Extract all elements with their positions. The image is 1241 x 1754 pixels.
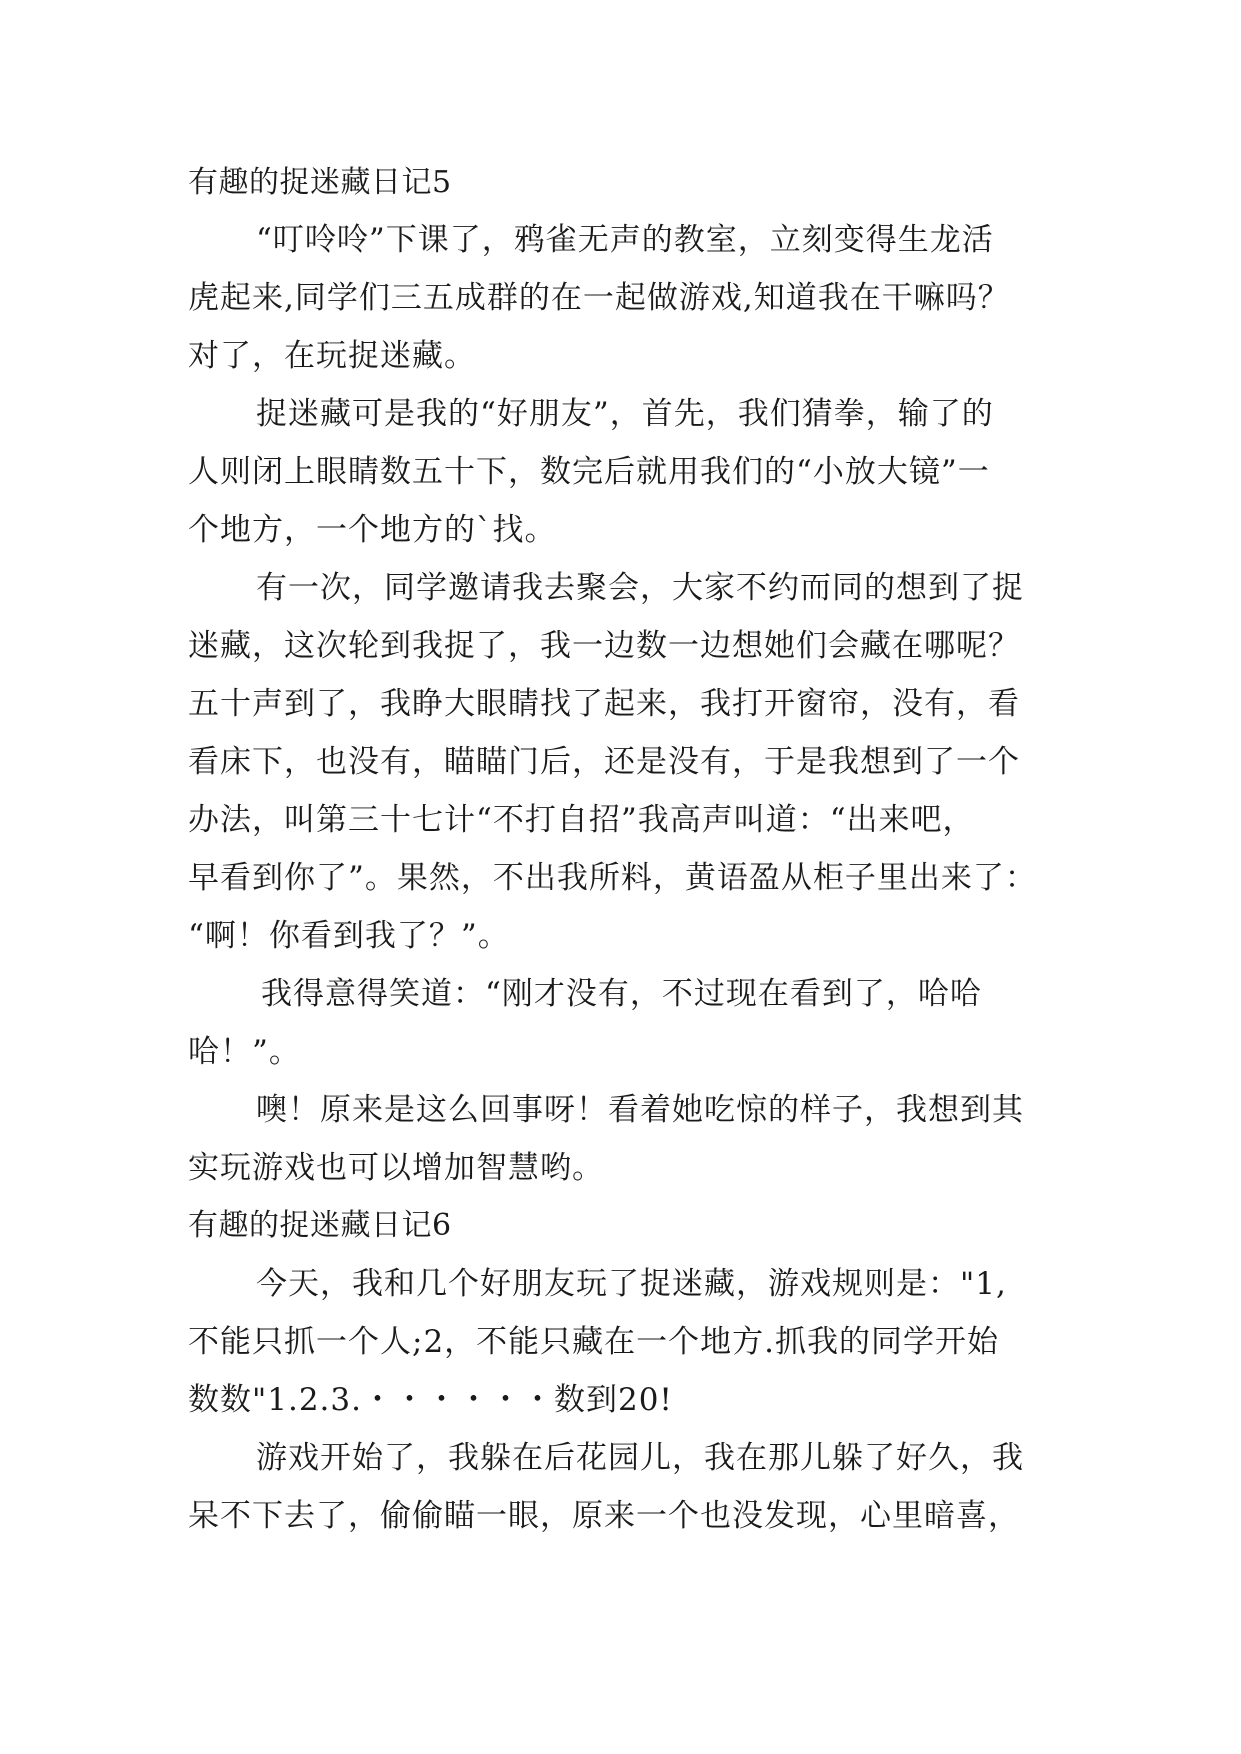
paragraph-line: 呆不下去了，偷偷瞄一眼，原来一个也没发现，心里暗喜， [188, 1498, 1020, 1534]
paragraph-line: 实玩游戏也可以增加智慧哟。 [188, 1150, 604, 1186]
paragraph-line: 虎起来,同学们三五成群的在一起做游戏,知道我在干嘛吗？ [188, 280, 1010, 316]
paragraph-line: 数数"1.2.3.・・・・・・数到20! [188, 1382, 673, 1418]
paragraph-line: 个地方，一个地方的`找。 [188, 512, 557, 548]
paragraph-line: 五十声到了，我睁大眼睛找了起来，我打开窗帘，没有，看 [188, 686, 1020, 722]
paragraph-line: 我得意得笑道：“刚才没有，不过现在看到了，哈哈 [261, 976, 982, 1012]
paragraph-line: 看床下，也没有，瞄瞄门后，还是没有，于是我想到了一个 [188, 744, 1020, 780]
section-heading: 有趣的捉迷藏日记5 [188, 165, 452, 200]
paragraph-line: 今天，我和几个好朋友玩了捉迷藏，游戏规则是："1, [256, 1266, 1007, 1302]
paragraph-line: 不能只抓一个人;2，不能只藏在一个地方.抓我的同学开始 [188, 1324, 1000, 1360]
paragraph-line: 游戏开始了，我躲在后花园儿，我在那儿躲了好久，我 [256, 1440, 1024, 1476]
paragraph-line: 早看到你了”。果然，不出我所料，黄语盈从柜子里出来了： [188, 860, 1037, 896]
paragraph-line: 人则闭上眼睛数五十下，数完后就用我们的“小放大镜”一 [188, 454, 990, 490]
paragraph-line: 对了，在玩捉迷藏。 [188, 338, 476, 374]
paragraph-line: 噢！原来是这么回事呀！看着她吃惊的样子，我想到其 [256, 1092, 1024, 1128]
paragraph-line: 捉迷藏可是我的“好朋友”，首先，我们猜拳，输了的 [256, 396, 994, 432]
section-heading: 有趣的捉迷藏日记6 [188, 1208, 452, 1243]
paragraph-line: 有一次，同学邀请我去聚会，大家不约而同的想到了捉 [256, 570, 1024, 606]
paragraph-line: 哈！”。 [188, 1034, 301, 1070]
paragraph-line: “叮呤呤”下课了，鸦雀无声的教室，立刻变得生龙活 [256, 222, 994, 258]
paragraph-line: 迷藏，这次轮到我捉了，我一边数一边想她们会藏在哪呢？ [188, 628, 1020, 664]
paragraph-line: 办法，叫第三十七计“不打自招”我高声叫道：“出来吧， [188, 802, 975, 838]
paragraph-line: “啊！你看到我了？”。 [188, 918, 510, 954]
